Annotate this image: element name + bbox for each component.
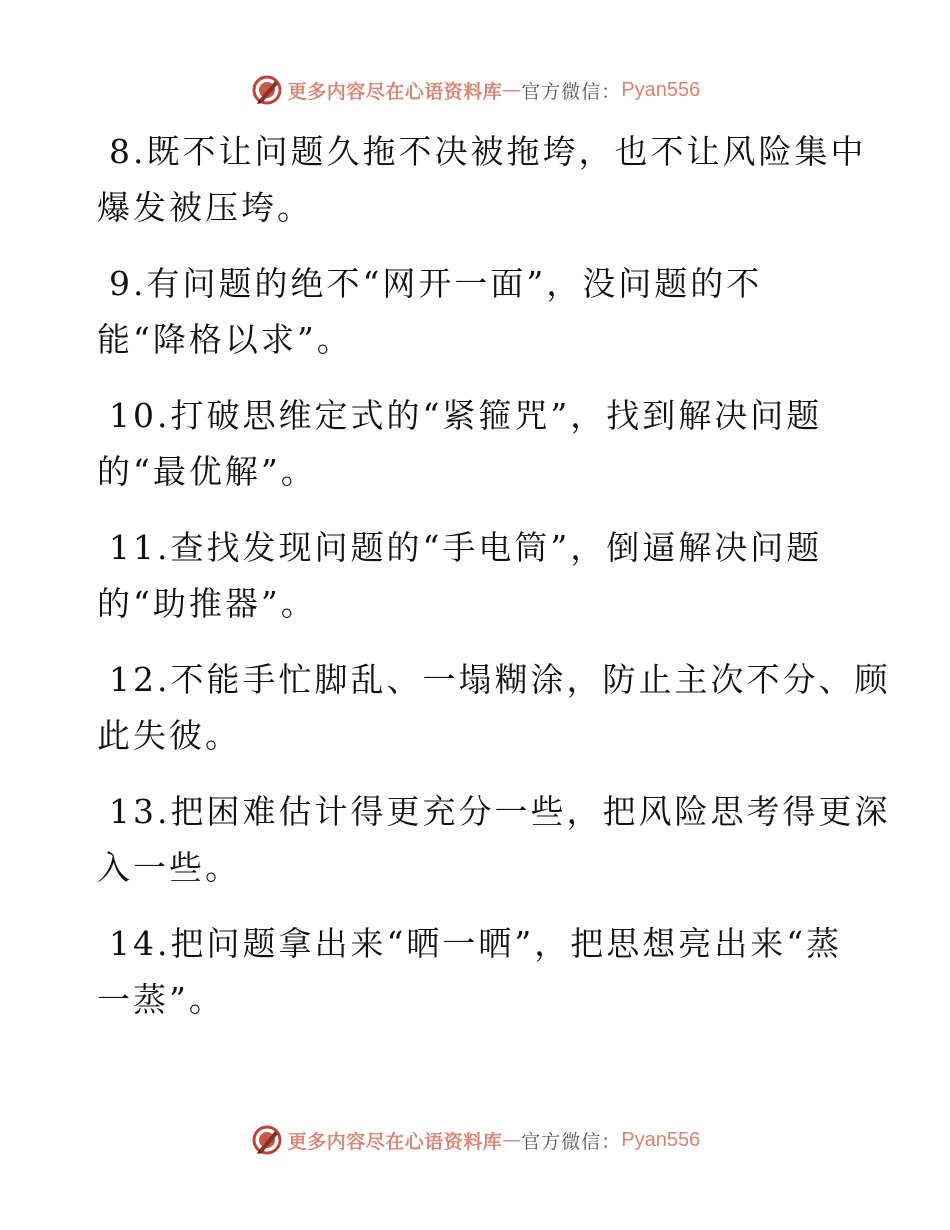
pen-logo-icon: [250, 73, 284, 107]
list-item-line: 11.查找发现问题的“手电筒”，倒逼解决问题: [109, 528, 823, 567]
list-item-line: 8.既不让问题久拖不决被拖垮，也不让风险集中: [109, 132, 867, 171]
header-watermark: [0, 70, 950, 110]
document-body: [97, 124, 891, 1048]
watermark-dash: —: [502, 1129, 522, 1151]
watermark-dash: —: [502, 79, 522, 101]
list-item-line: 的“助推器”。: [97, 584, 317, 623]
watermark-wechat-id: Pyan556: [621, 78, 701, 101]
list-item-line: 爆发被压垮。: [97, 188, 313, 227]
list-item-line: 能“降格以求”。: [97, 320, 353, 359]
list-item-14: [97, 916, 857, 1028]
list-item-8: [97, 124, 867, 236]
watermark-main-text: 更多内容尽在心语资料库: [287, 80, 503, 103]
list-item-line: 一蒸”。: [97, 980, 225, 1019]
list-item-line: 入一些。: [97, 848, 241, 887]
list-item-line: 14.把问题拿出来“晒一晒”，把思想亮出来“蒸: [109, 924, 843, 963]
list-item-11: [97, 520, 857, 632]
watermark-main-text: 更多内容尽在心语资料库: [287, 1130, 503, 1153]
list-item-9: [97, 256, 857, 368]
list-item-12: [97, 652, 891, 764]
list-item-line: 12.不能手忙脚乱、一塌糊涂，防止主次不分、顾: [109, 660, 891, 699]
list-item-10: [97, 388, 857, 500]
pen-logo-icon: [250, 1123, 284, 1157]
list-item-line: 13.把困难估计得更充分一些，把风险思考得更深: [109, 792, 891, 831]
list-item-line: 的“最优解”。: [97, 452, 317, 491]
footer-watermark: [0, 1120, 950, 1160]
watermark-wechat-label: 官方微信：: [521, 1130, 622, 1153]
list-item-line: 9.有问题的绝不“网开一面”，没问题的不: [109, 264, 763, 303]
list-item-13: [97, 784, 891, 896]
watermark-wechat-id: Pyan556: [621, 1128, 701, 1151]
watermark-wechat-label: 官方微信：: [521, 80, 622, 103]
list-item-line: 10.打破思维定式的“紧箍咒”，找到解决问题: [109, 396, 823, 435]
list-item-line: 此失彼。: [97, 716, 241, 755]
